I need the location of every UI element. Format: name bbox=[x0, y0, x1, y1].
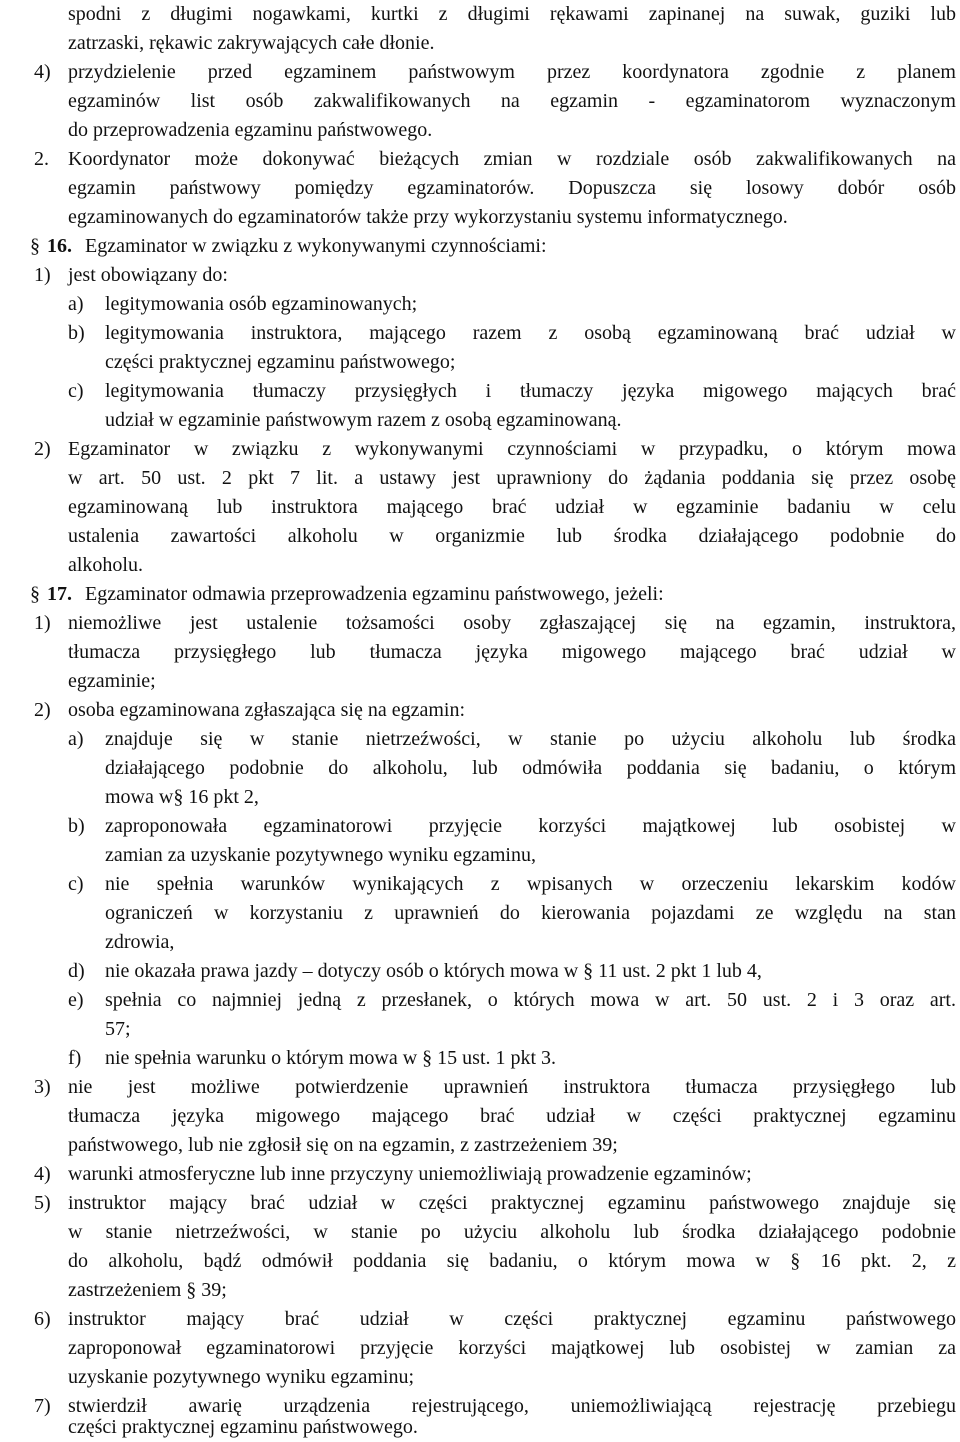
text-line: zatrzaski, rękawic zakrywających całe dłonie. bbox=[68, 32, 435, 54]
text-line: tłumacza języka migowego mającego brać udział w części praktycznej egzaminu bbox=[68, 1105, 956, 1127]
text-line: nie jest możliwe potwierdzenie uprawnień instruktora tłumacza przysięgłego lub bbox=[68, 1076, 956, 1098]
text-line: w art. 50 ust. 2 pkt 7 lit. a ustawy jest uprawniony do żądania poddania się przez osobę bbox=[68, 467, 956, 489]
text-line: legitymowania instruktora, mającego razem z osobą egzaminowaną brać udział w bbox=[105, 322, 956, 344]
text-line: znajduje się w stanie nietrzeźwości, w stanie po użyciu alkoholu lub środka bbox=[105, 728, 956, 750]
list-letter: e) bbox=[68, 989, 84, 1011]
text-line: ustalenia zawartości alkoholu w organizmie lub środka działającego podobnie do bbox=[68, 525, 956, 547]
section-number: 17. bbox=[47, 583, 72, 605]
text-line: przydzielenie przed egzaminem państwowym przez koordynatora zgodnie z planem bbox=[68, 61, 956, 83]
text-line: osoba egzaminowana zgłaszająca się na egzamin: bbox=[68, 699, 466, 721]
section-sign: § bbox=[30, 583, 40, 605]
text-line: egzamin państwowy pomiędzy egzaminatorów. Dopuszcza się losowy dobór osób bbox=[68, 177, 956, 199]
section-heading-text: Egzaminator odmawia przeprowadzenia egzaminu państwowego, jeżeli: bbox=[85, 583, 664, 605]
section-number: 16. bbox=[47, 235, 72, 257]
text-line: nie okazała prawa jazdy – dotyczy osób o których mowa w § 11 ust. 2 pkt 1 lub 4, bbox=[105, 960, 762, 982]
list-letter: b) bbox=[68, 322, 85, 344]
text-line: nie spełnia warunków wynikających z wpisanych w orzeczeniu lekarskim kodów bbox=[105, 873, 956, 895]
text-line: ograniczeń w korzystaniu z uprawnień do kierowania pojazdami ze względu na stan bbox=[105, 902, 956, 924]
list-number: 4) bbox=[34, 1163, 51, 1185]
text-line: tłumacza przysięgłego lub tłumacza języka migowego mającego brać udział w bbox=[68, 641, 956, 663]
text-line: zaproponował egzaminatorowi przyjęcie korzyści majątkowej lub osobistej w zamian za bbox=[68, 1337, 956, 1359]
text-line: Egzaminator w związku z wykonywanymi czynnościami w przypadku, o którym mowa bbox=[68, 438, 956, 460]
list-letter: b) bbox=[68, 815, 85, 837]
list-number: 3) bbox=[34, 1076, 51, 1098]
list-number: 1) bbox=[34, 612, 51, 634]
text-line: zastrzeżeniem § 39; bbox=[68, 1279, 227, 1301]
text-line: egzaminowanych do egzaminatorów także przy wykorzystaniu systemu informatycznego. bbox=[68, 206, 788, 228]
text-line: mowa w§ 16 pkt 2, bbox=[105, 786, 259, 808]
text-line: alkoholu. bbox=[68, 554, 143, 576]
list-letter: f) bbox=[68, 1047, 82, 1069]
text-line: instruktor mający brać udział w części praktycznej egzaminu państwowego znajduje się bbox=[68, 1192, 956, 1214]
text-line: nie spełnia warunku o którym mowa w § 15 ust. 1 pkt 3. bbox=[105, 1047, 557, 1069]
list-number: 6) bbox=[34, 1308, 51, 1330]
list-letter: a) bbox=[68, 728, 84, 750]
section-heading-text: Egzaminator w związku z wykonywanymi czynnościami: bbox=[85, 235, 547, 257]
list-number: 2) bbox=[34, 438, 51, 460]
list-letter: c) bbox=[68, 873, 84, 895]
text-line: egzaminowaną lub instruktora mającego brać udział w egzaminie badaniu w celu bbox=[68, 496, 956, 518]
list-number: 2) bbox=[34, 699, 51, 721]
text-line: działającego podobnie do alkoholu, lub odmówiła poddania się badaniu, o którym bbox=[105, 757, 956, 779]
text-line: zdrowia, bbox=[105, 931, 175, 953]
text-line: egzaminów list osób zakwalifikowanych na egzamin - egzaminatorom wyznaczonym bbox=[68, 90, 956, 112]
text-line: państwowego, lub nie zgłosił się on na egzamin, z zastrzeżeniem 39; bbox=[68, 1134, 618, 1156]
text-line: części praktycznej egzaminu państwowego. bbox=[68, 1416, 418, 1438]
text-line: do alkoholu, bądź odmówił poddania się badaniu, o którym mowa w § 16 pkt. 2, z bbox=[68, 1250, 956, 1272]
text-line: niemożliwe jest ustalenie tożsamości osoby zgłaszającej się na egzamin, instruktora, bbox=[68, 612, 956, 634]
text-line: zaproponowała egzaminatorowi przyjęcie korzyści majątkowej lub osobistej w bbox=[105, 815, 956, 837]
text-line: warunki atmosferyczne lub inne przyczyny uniemożliwiają prowadzenie egzaminów; bbox=[68, 1163, 752, 1185]
list-number: 5) bbox=[34, 1192, 51, 1214]
text-line: legitymowania osób egzaminowanych; bbox=[105, 293, 418, 315]
text-line: jest obowiązany do: bbox=[68, 264, 228, 286]
text-line: spodni z długimi nogawkami, kurtki z długimi rękawami zapinanej na suwak, guziki lub bbox=[68, 3, 956, 25]
text-line: zamian za uzyskanie pozytywnego wyniku egzaminu, bbox=[105, 844, 536, 866]
list-number: 4) bbox=[34, 61, 51, 83]
text-line: legitymowania tłumaczy przysięgłych i tłumaczy języka migowego mających brać bbox=[105, 380, 956, 402]
text-line: spełnia co najmniej jedną z przesłanek, o których mowa w art. 50 ust. 2 i 3 oraz art. bbox=[105, 989, 956, 1011]
text-line: 57; bbox=[105, 1018, 131, 1040]
text-line: stwierdził awarię urządzenia rejestrującego, uniemożliwiającą rejestrację przebiegu bbox=[68, 1395, 956, 1417]
text-line: w stanie nietrzeźwości, w stanie po użyciu alkoholu lub środka działającego podobnie bbox=[68, 1221, 956, 1243]
text-line: części praktycznej egzaminu państwowego; bbox=[105, 351, 456, 373]
text-line: instruktor mający brać udział w części praktycznej egzaminu państwowego bbox=[68, 1308, 956, 1330]
text-line: egzaminie; bbox=[68, 670, 156, 692]
section-sign: § bbox=[30, 235, 40, 257]
text-line: udział w egzaminie państwowym razem z osobą egzaminowaną. bbox=[105, 409, 622, 431]
list-letter: a) bbox=[68, 293, 84, 315]
text-line: uzyskanie pozytywnego wyniku egzaminu; bbox=[68, 1366, 415, 1388]
list-number: 1) bbox=[34, 264, 51, 286]
list-number: 7) bbox=[34, 1395, 51, 1417]
paragraph-number: 2. bbox=[34, 148, 49, 170]
text-line: do przeprowadzenia egzaminu państwowego. bbox=[68, 119, 433, 141]
text-line: Koordynator może dokonywać bieżących zmian w rozdziale osób zakwalifikowanych na bbox=[68, 148, 956, 170]
list-letter: d) bbox=[68, 960, 85, 982]
list-letter: c) bbox=[68, 380, 84, 402]
